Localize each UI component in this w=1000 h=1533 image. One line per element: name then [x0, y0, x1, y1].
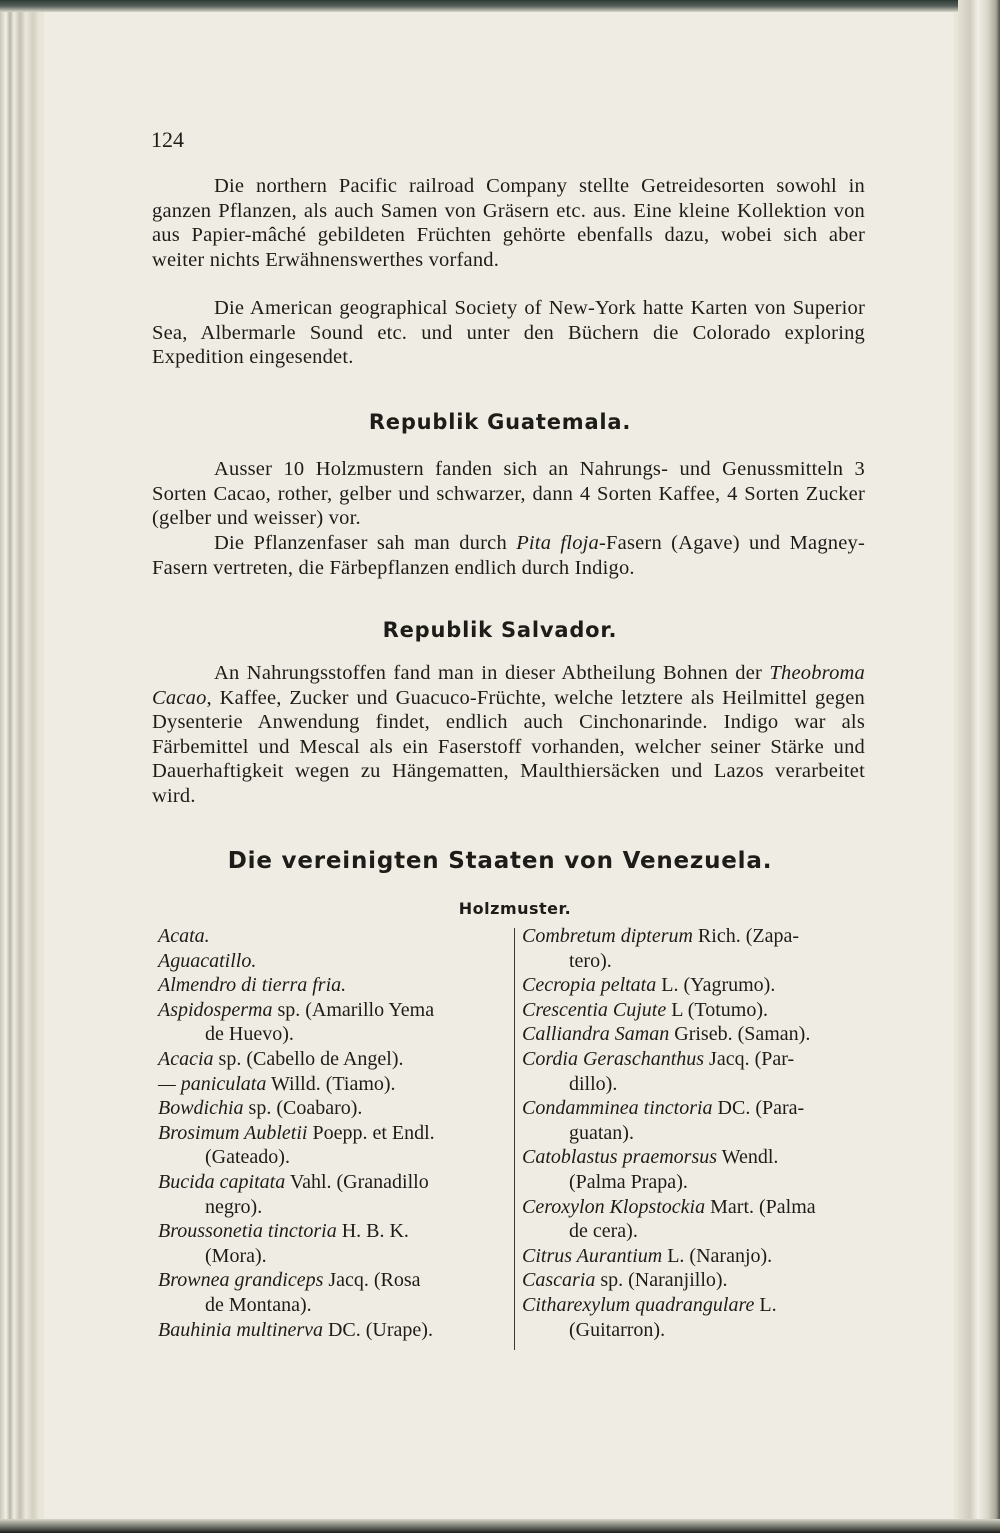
species-name: Condamminea tinctoria: [522, 1097, 713, 1120]
wood-entry: [158, 1072, 513, 1097]
wood-entry: [522, 1096, 872, 1145]
paragraph-american-geographical: Die American geographical Society of New-York hatte Karten von Superior Sea, Albermarle Sound etc. und unter den Büchern die Colorado exploring Expedition eingesendet.: [152, 297, 865, 369]
species-name: Catoblastus praemorsus: [522, 1146, 718, 1169]
species-name: Ceroxylon Klopstockia: [522, 1195, 706, 1218]
scan-top-edge: [0, 0, 1000, 12]
species-name: Cascaria: [522, 1269, 596, 1292]
wood-entry: [158, 1268, 513, 1317]
species-detail: Wendl.: [717, 1146, 779, 1169]
species-detail: Jacq. (Par-: [704, 1047, 795, 1070]
wood-entry: [158, 1047, 513, 1072]
species-name: Bucida capitata: [158, 1170, 286, 1193]
species-detail: Willd. (Tiamo).: [266, 1072, 396, 1095]
page-number: 124: [151, 127, 184, 152]
wood-entry: [522, 1293, 872, 1342]
salvador-text-italic: Theobroma Cacao: [152, 662, 865, 709]
species-detail: DC. (Para-: [712, 1097, 805, 1120]
species-detail: L (Totumo).: [666, 998, 768, 1021]
species-name: Aspidosperma: [158, 998, 273, 1021]
paragraph-guatemala-2: [152, 531, 865, 580]
species-name: Broussonetia tinctoria: [158, 1220, 337, 1243]
paragraph-northern-pacific: Die northern Pacific railroad Company stellte Getreidesorten sowohl in ganzen Pflanzen, als auch Samen von Gräsern etc. aus. Eine kleine Kollektion von aus Papier-mâché gebildeten Früchten gehörte ebenfalls dazu, wobei sich aber weiter nichts Erwähnenswerthes vorfand.: [152, 175, 865, 271]
wood-entry: [158, 1170, 513, 1219]
species-detail-continued: guatan).: [569, 1121, 634, 1144]
wood-entry: [158, 1096, 513, 1121]
salvador-text-a: An Nahrungsstoffen fand man in dieser Abtheilung Bohnen der: [214, 662, 770, 684]
wood-entry: [522, 1244, 872, 1269]
species-detail: Poepp. et Endl.: [307, 1121, 435, 1144]
heading-venezuela: Die vereinigten Staaten von Venezuela.: [227, 848, 773, 874]
species-name: Calliandra Saman: [522, 1023, 670, 1046]
wood-entry: [158, 1121, 513, 1170]
wood-list-right-column: [522, 924, 872, 1342]
species-name: Almendro di tierra fria.: [158, 974, 347, 997]
species-detail: sp. (Coabaro).: [243, 1097, 363, 1120]
wood-entry: [522, 924, 872, 973]
species-name: Cecropia peltata: [522, 974, 657, 997]
species-name: Brosimum Aubletii: [158, 1121, 308, 1144]
species-name: Bauhinia multinerva: [158, 1318, 323, 1341]
species-detail: sp. (Naranjillo).: [595, 1269, 728, 1292]
species-name: Brownea grandiceps: [158, 1269, 324, 1292]
species-detail: Vahl. (Granadillo: [285, 1170, 429, 1193]
subheading-holzmuster: Holzmuster.: [458, 899, 572, 918]
species-detail-continued: (Palma Prapa).: [569, 1170, 688, 1193]
species-detail-continued: tero).: [569, 949, 612, 972]
species-detail-continued: de Montana).: [205, 1293, 312, 1316]
species-detail-continued: (Guitarron).: [569, 1318, 666, 1341]
species-detail: L.: [754, 1293, 777, 1316]
wood-entry: [158, 998, 513, 1047]
species-name: Bowdichia: [158, 1097, 244, 1120]
species-detail: H. B. K.: [336, 1220, 409, 1243]
guatemala-text-a: Die Pflanzenfaser sah man durch: [214, 532, 517, 554]
wood-entry: [158, 949, 513, 974]
species-name: Acacia: [158, 1047, 214, 1070]
wood-entry: [522, 1145, 872, 1194]
species-detail: L. (Yagrumo).: [656, 974, 776, 997]
heading-guatemala: Republik Guatemala.: [368, 410, 632, 434]
species-name: Citrus Aurantium: [522, 1244, 663, 1267]
wood-entry: [158, 1219, 513, 1268]
salvador-text-b: , Kaffee, Zucker und Guacuco-Früchte, welche letztere als Heilmittel gegen Dysenterie Anwendung findet, endlich auch Cinchonarinde. Indigo war als Färbemittel und Mescal als ein Faserstoff vorhanden, welcher seiner Stärke und Dauerhaftigkeit wegen zu Hängematten, Maulthiersäcken und Lazos verarbeitet wird.: [152, 686, 865, 807]
wood-entry: [522, 1022, 872, 1047]
page-stack-edge: [958, 0, 1000, 1533]
species-name: Crescentia Cujute: [522, 998, 667, 1021]
guatemala-text-italic: Pita floja: [516, 532, 600, 554]
species-name: Citharexylum quadrangulare: [522, 1293, 755, 1316]
paragraph-guatemala-1: Ausser 10 Holzmustern fanden sich an Nahrungs- und Genussmitteln 3 Sorten Cacao, rother, gelber und schwarzer, dann 4 Sorten Kaffee, 4 Sorten Zucker (gelber und weisser) vor.: [152, 458, 865, 530]
guatemala-text-b: -Fasern (Agave) und Magney-Fasern vertreten, die Färbepflanzen endlich durch Indigo.: [152, 532, 866, 579]
wood-entry: [158, 1318, 513, 1343]
species-detail: L. (Naranjo).: [662, 1244, 773, 1267]
species-detail-continued: negro).: [205, 1195, 263, 1218]
species-detail: Griseb. (Saman).: [669, 1023, 811, 1046]
species-name: Acata.: [158, 925, 210, 947]
scan-bottom-edge: [0, 1519, 1000, 1533]
species-detail: sp. (Cabello de Angel).: [213, 1047, 404, 1070]
species-detail: Jacq. (Rosa: [323, 1269, 421, 1292]
species-name: — paniculata: [158, 1072, 267, 1095]
wood-entry: [522, 1268, 872, 1293]
species-name: Cordia Geraschanthus: [522, 1047, 705, 1070]
wood-entry: [522, 1195, 872, 1244]
species-detail: DC. (Urape).: [322, 1318, 433, 1341]
wood-entry: [158, 924, 513, 949]
species-name: Combretum dipterum: [522, 925, 693, 947]
wood-entry: [158, 973, 513, 998]
paragraph-salvador: [152, 661, 865, 809]
species-detail: sp. (Amarillo Yema: [272, 998, 435, 1021]
species-detail: Mart. (Palma: [705, 1195, 816, 1218]
book-binding-edge: [0, 0, 40, 1533]
species-detail-continued: (Mora).: [205, 1244, 267, 1267]
wood-entry: [522, 998, 872, 1023]
species-name: Aguacatillo.: [158, 949, 257, 972]
species-detail-continued: (Gateado).: [205, 1146, 290, 1169]
species-detail-continued: dillo).: [569, 1072, 618, 1095]
column-divider: [514, 928, 515, 1350]
species-detail-continued: de Huevo).: [205, 1023, 294, 1046]
wood-entry: [522, 1047, 872, 1096]
wood-entry: [522, 973, 872, 998]
species-detail-continued: de cera).: [569, 1220, 638, 1243]
heading-salvador: Republik Salvador.: [382, 618, 618, 642]
wood-list-left-column: [158, 924, 513, 1342]
species-detail: Rich. (Zapa-: [692, 925, 799, 947]
